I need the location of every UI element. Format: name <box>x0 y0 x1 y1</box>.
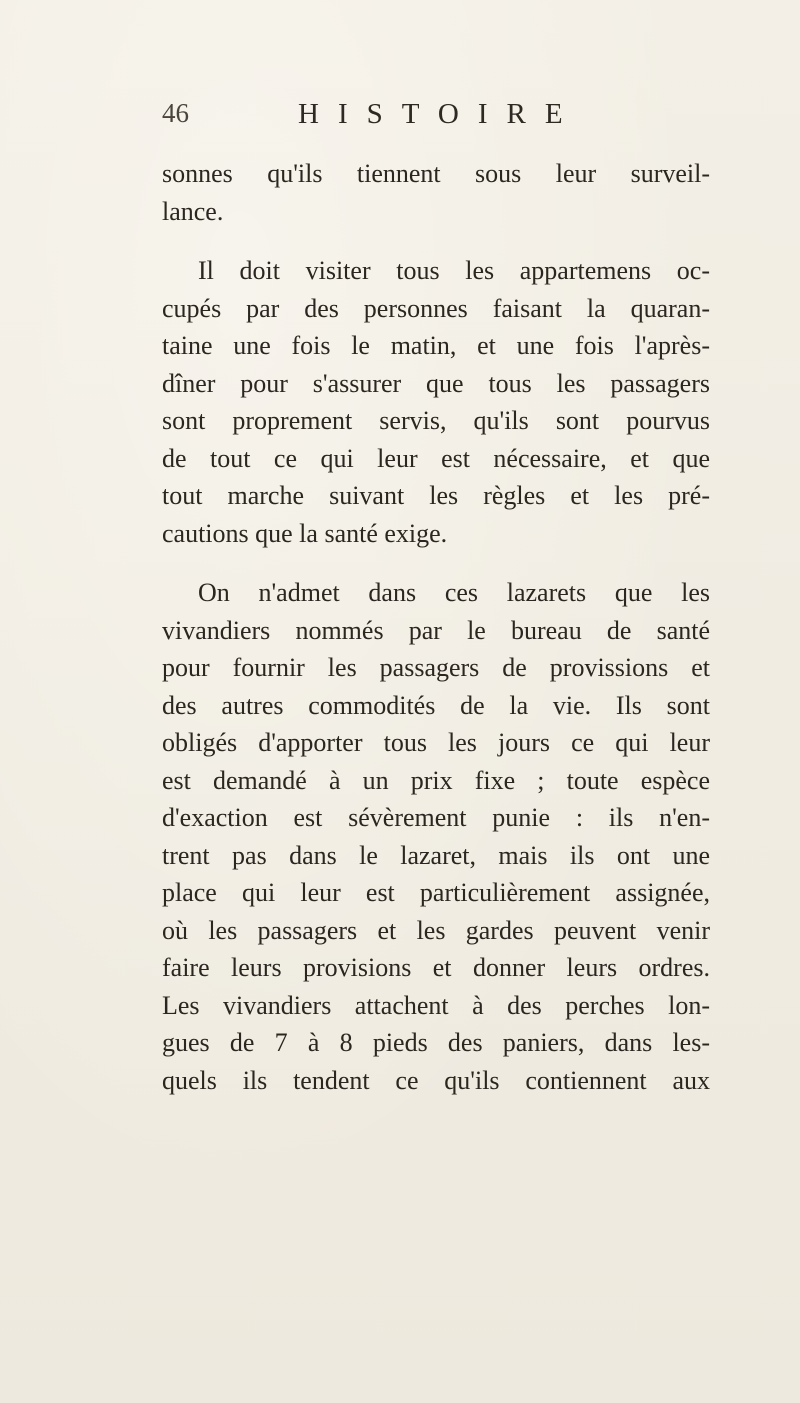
text-line: cupés par des personnes faisant la quaran- <box>162 293 710 323</box>
text-line: des autres commodités de la vie. Ils sont <box>162 690 710 720</box>
text-line: lance. <box>162 196 224 226</box>
text-line: pour fournir les passagers de provissions et <box>162 653 710 682</box>
text-line: de tout ce qui leur est nécessaire, et que <box>162 443 710 473</box>
text-line: vivandiers nommés par le bureau de santé <box>162 615 710 645</box>
text-line: gues de 7 à 8 pieds des paniers, dans les- <box>162 1028 710 1057</box>
text-line: Les vivandiers attachent à des perches lon- <box>162 990 710 1020</box>
paragraph-3 <box>162 574 710 1099</box>
text-line: cautions que la santé exige. <box>162 518 448 548</box>
page-number: 46 <box>162 98 189 128</box>
text-line: place qui leur est particulièrement assignée, <box>162 878 710 907</box>
paragraph-2 <box>162 252 710 552</box>
text-line: sont proprement servis, qu'ils sont pourvus <box>162 406 710 435</box>
text-line: quels ils tendent ce qu'ils contiennent aux <box>162 1065 710 1095</box>
body-text <box>162 155 710 1099</box>
text-line: Il doit visiter tous les appartemens oc- <box>198 256 710 285</box>
text-line: taine une fois le matin, et une fois l'après- <box>162 331 710 360</box>
running-head: HISTOIRE <box>298 98 582 130</box>
text-line: obligés d'apporter tous les jours ce qui leur <box>162 728 710 757</box>
text-line: tout marche suivant les règles et les pré- <box>162 481 710 510</box>
text-line: où les passagers et les gardes peuvent venir <box>162 915 710 945</box>
text-line: est demandé à un prix fixe ; toute espèce <box>162 765 710 795</box>
text-line: d'exaction est sévèrement punie : ils n'en- <box>162 803 710 832</box>
text-line: On n'admet dans ces lazarets que les <box>198 578 710 607</box>
text-line: sonnes qu'ils tiennent sous leur surveil- <box>162 159 710 188</box>
text-line: faire leurs provisions et donner leurs ordres. <box>162 953 710 982</box>
text-line: trent pas dans le lazaret, mais ils ont une <box>162 840 710 870</box>
text-line: dîner pour s'assurer que tous les passagers <box>162 368 710 398</box>
paragraph-1 <box>162 155 710 230</box>
page-header <box>0 98 800 148</box>
